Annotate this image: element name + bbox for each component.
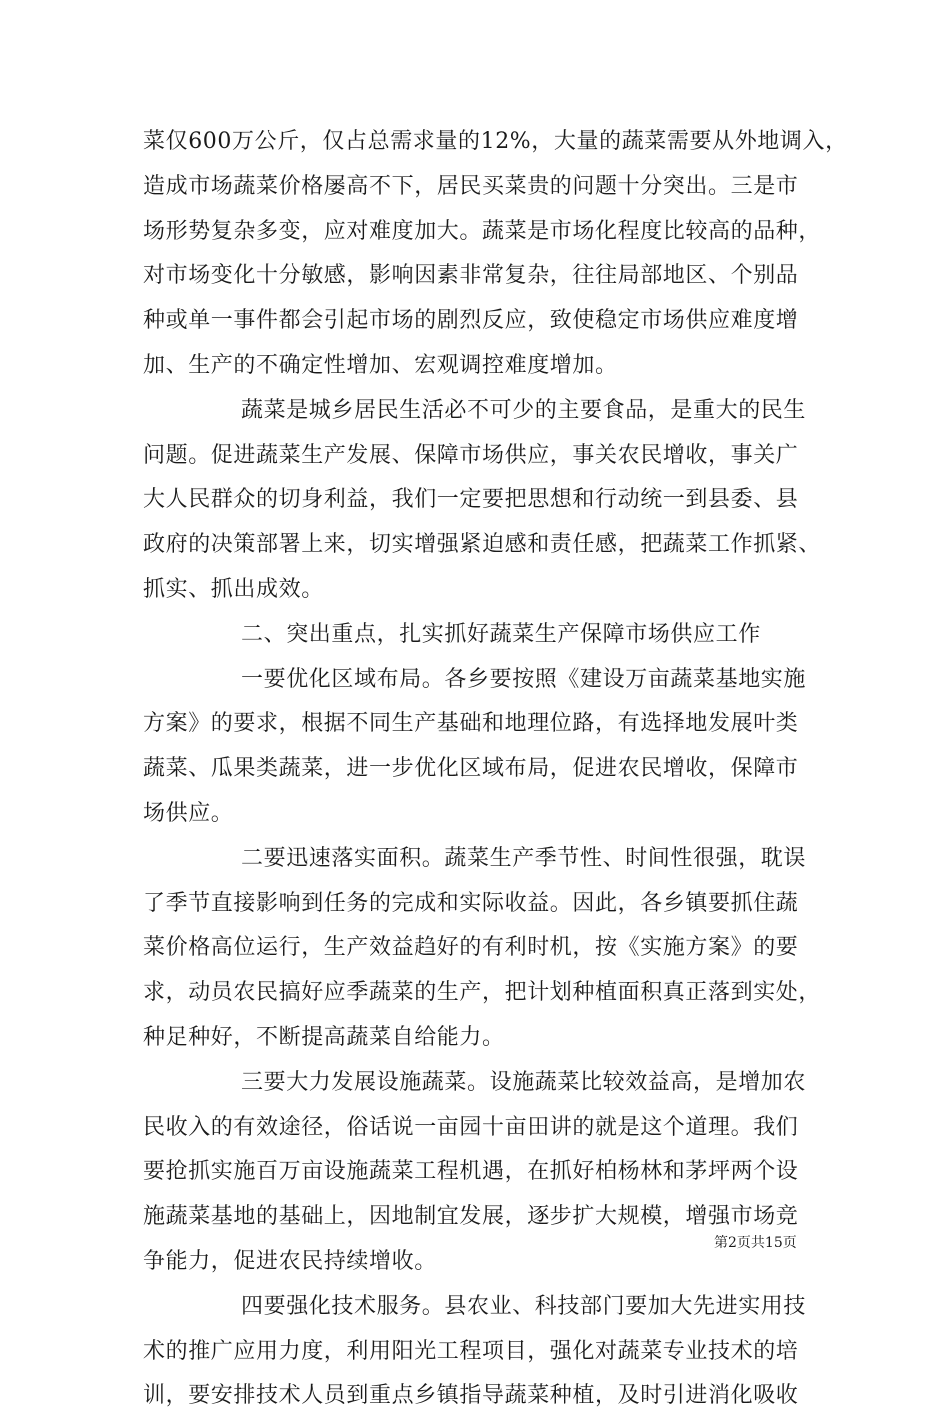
paragraph-area [143, 837, 829, 1061]
text-line: 政府的决策部署上来，切实增强紧迫感和责任感，把蔬菜工作抓紧、 [143, 532, 822, 558]
text-line: 大人民群众的切身利益，我们一定要把思想和行动统一到县委、县 [143, 487, 799, 513]
text-line: 种或单一事件都会引起市场的剧烈反应，致使稳定市场供应难度增 [143, 308, 799, 334]
text-line: 场形势复杂多变，应对难度加大。蔬菜是市场化程度比较高的品种， [143, 218, 822, 244]
text-line: 菜价格高位运行，生产效益趋好的有利时机，按《实施方案》的要 [143, 935, 799, 961]
text-line: 造成市场蔬菜价格屡高不下，居民买菜贵的问题十分突出。三是市 [143, 173, 799, 199]
text-line-first: 一要优化区域布局。各乡要按照《建设万亩蔬菜基地实施 [241, 666, 807, 692]
text-line: 蔬菜、瓜果类蔬菜，进一步优化区域布局，促进农民增收，保障市 [143, 756, 799, 782]
text-line: 问题。促进蔬菜生产发展、保障市场供应，事关农民增收，事关广 [143, 442, 799, 468]
text-line: 术的推广应用力度，利用阳光工程项目，强化对蔬菜专业技术的培 [143, 1338, 799, 1364]
text-line-first: 二要迅速落实面积。蔬菜生产季节性、时间性很强，耽误 [241, 845, 807, 871]
heading-text: 二、突出重点，扎实抓好蔬菜生产保障市场供应工作 [241, 621, 761, 647]
text-line: 菜仅600万公斤，仅占总需求量的12%，大量的蔬菜需要从外地调入， [143, 129, 848, 154]
text-line-first: 蔬菜是城乡居民生活必不可少的主要食品，是重大的民生 [241, 397, 807, 423]
text-line-first: 三要大力发展设施蔬菜。设施蔬菜比较效益高，是增加农 [241, 1069, 807, 1095]
text-line: 方案》的要求，根据不同生产基础和地理位路，有选择地发展叶类 [143, 711, 799, 737]
paragraph-tech [143, 1285, 829, 1419]
paragraph-continued [143, 120, 848, 389]
text-line: 求，动员农民搞好应季蔬菜的生产，把计划种植面积真正落到实处， [143, 980, 822, 1006]
section-heading [143, 613, 829, 658]
text-line-first: 四要强化技术服务。县农业、科技部门要加大先进实用技 [241, 1293, 807, 1319]
text-line: 加、生产的不确定性增加、宏观调控难度增加。 [143, 352, 618, 378]
text-line: 抓实、抓出成效。 [143, 576, 324, 602]
text-line: 争能力，促进农民持续增收。 [143, 1248, 437, 1274]
text-line: 场供应。 [143, 800, 234, 826]
text-line: 种足种好，不断提高蔬菜自给能力。 [143, 1024, 505, 1050]
document-body [143, 120, 848, 1419]
text-line: 要抢抓实施百万亩设施蔬菜工程机遇，在抓好柏杨林和茅坪两个设 [143, 1159, 799, 1185]
paragraph-layout [143, 658, 829, 837]
text-line: 了季节直接影响到任务的完成和实际收益。因此，各乡镇要抓住蔬 [143, 890, 799, 916]
page-number: 第2页共15页 [714, 1235, 797, 1251]
paragraph-livelihood [143, 389, 829, 613]
text-line: 训，要安排技术人员到重点乡镇指导蔬菜种植，及时引进消化吸收 [143, 1383, 799, 1409]
text-line: 施蔬菜基地的基础上，因地制宜发展，逐步扩大规模，增强市场竞 [143, 1204, 799, 1230]
text-line: 民收入的有效途径，俗话说一亩园十亩田讲的就是这个道理。我们 [143, 1114, 799, 1140]
text-line: 对市场变化十分敏感，影响因素非常复杂，往往局部地区、个别品 [143, 263, 799, 289]
